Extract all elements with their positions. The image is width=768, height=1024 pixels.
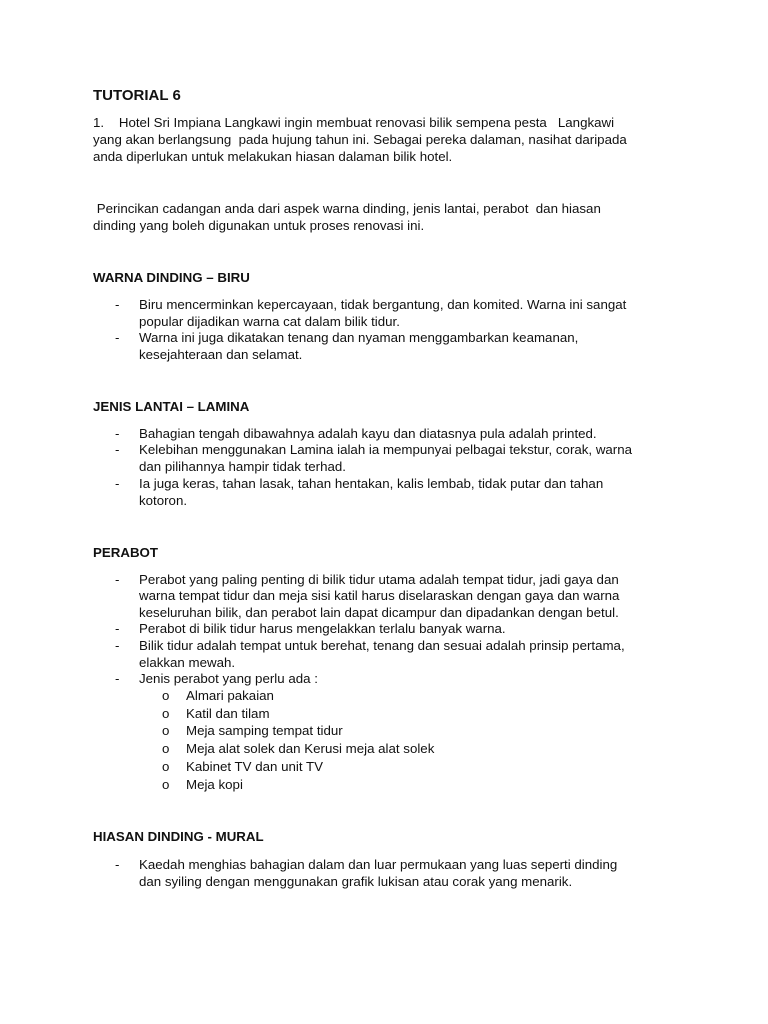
bullet-marker: - [115, 621, 120, 636]
bullet-marker: - [115, 572, 120, 587]
bullet-text: Bahagian tengah dibawahnya adalah kayu dan diatasnya pula adalah printed. [139, 426, 597, 441]
section-heading-hiasan-dinding: HIASAN DINDING - MURAL [93, 829, 264, 844]
bullet-marker: - [115, 442, 120, 457]
bullet-marker: - [115, 330, 120, 345]
question-line: yang akan berlangsung pada hujung tahun ini. Sebagai pereka dalaman, nasihat daripada [93, 132, 627, 147]
sub-bullet-marker: o [162, 777, 170, 792]
bullet-text: Perabot di bilik tidur harus mengelakkan terlalu banyak warna. [139, 621, 506, 636]
bullet-marker: - [115, 476, 120, 491]
bullet-text: dan syiling dengan menggunakan grafik lukisan atau corak yang menarik. [139, 874, 573, 889]
bullet-text: Kelebihan menggunakan Lamina ialah ia mempunyai pelbagai tekstur, corak, warna [139, 442, 633, 457]
instruction-line: Perincikan cadangan anda dari aspek warna dinding, jenis lantai, perabot dan hiasan [93, 201, 601, 216]
bullet-text: Ia juga keras, tahan lasak, tahan hentakan, kalis lembab, tidak putar dan tahan [139, 476, 604, 491]
instruction-line: dinding yang boleh digunakan untuk proses renovasi ini. [93, 218, 425, 233]
bullet-text: warna tempat tidur dan meja sisi katil harus diselaraskan dengan gaya dan warna [139, 588, 620, 603]
bullet-text: Jenis perabot yang perlu ada : [139, 671, 318, 686]
bullet-text: Biru mencerminkan kepercayaan, tidak bergantung, dan komited. Warna ini sangat [139, 297, 627, 312]
bullet-text: Warna ini juga dikatakan tenang dan nyaman menggambarkan keamanan, [139, 330, 579, 345]
sub-bullet-marker: o [162, 741, 170, 756]
bullet-text: Kaedah menghias bahagian dalam dan luar permukaan yang luas seperti dinding [139, 857, 618, 872]
bullet-text: Perabot yang paling penting di bilik tidur utama adalah tempat tidur, jadi gaya dan [139, 572, 619, 587]
sub-bullet-marker: o [162, 723, 170, 738]
sub-bullet-text: Meja samping tempat tidur [186, 723, 343, 738]
sub-bullet-marker: o [162, 759, 170, 774]
bullet-text: kesejahteraan dan selamat. [139, 347, 303, 362]
section-heading-perabot: PERABOT [93, 545, 159, 560]
section-heading-warna-dinding: WARNA DINDING – BIRU [93, 270, 250, 285]
bullet-text: popular dijadikan warna cat dalam bilik tidur. [139, 314, 400, 329]
section-heading-jenis-lantai: JENIS LANTAI – LAMINA [93, 399, 250, 414]
question-line: anda diperlukan untuk melakukan hiasan dalaman bilik hotel. [93, 149, 453, 164]
bullet-marker: - [115, 857, 120, 872]
sub-bullet-text: Katil dan tilam [186, 706, 270, 721]
bullet-text: kotoron. [139, 493, 188, 508]
bullet-text: keseluruhan bilik, dan perabot lain dapat dicampur dan dipadankan dengan betul. [139, 605, 619, 620]
bullet-text: elakkan mewah. [139, 655, 236, 670]
bullet-marker: - [115, 297, 120, 312]
bullet-marker: - [115, 671, 120, 686]
bullet-marker: - [115, 426, 120, 441]
sub-bullet-marker: o [162, 706, 170, 721]
question-line: 1. Hotel Sri Impiana Langkawi ingin membuat renovasi bilik sempena pesta Langkawi [93, 115, 615, 130]
bullet-text: dan pilihannya hampir tidak terhad. [139, 459, 346, 474]
page-title: TUTORIAL 6 [93, 87, 181, 104]
sub-bullet-text: Almari pakaian [186, 688, 274, 703]
sub-bullet-text: Meja kopi [186, 777, 243, 792]
sub-bullet-marker: o [162, 688, 170, 703]
sub-bullet-text: Meja alat solek dan Kerusi meja alat solek [186, 741, 435, 756]
bullet-text: Bilik tidur adalah tempat untuk berehat, tenang dan sesuai adalah prinsip pertama, [139, 638, 625, 653]
bullet-marker: - [115, 638, 120, 653]
sub-bullet-text: Kabinet TV dan unit TV [186, 759, 324, 774]
